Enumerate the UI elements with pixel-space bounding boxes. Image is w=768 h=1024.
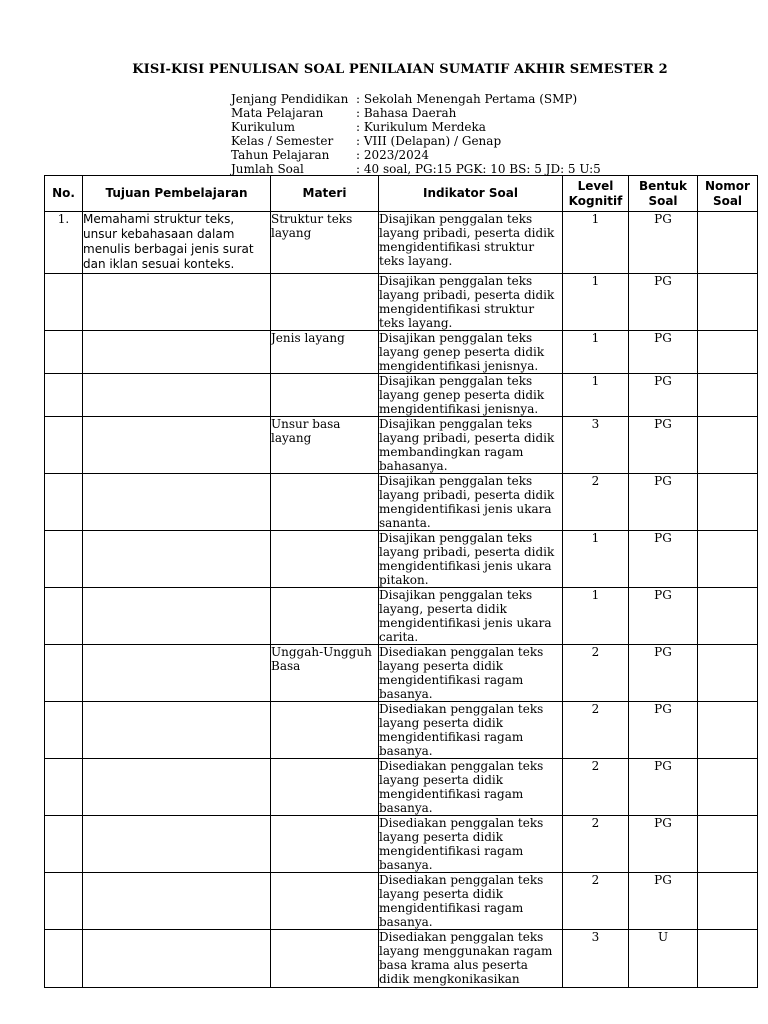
cell-no (45, 274, 83, 331)
table-row (45, 816, 758, 873)
header-nomor: Nomor Soal (698, 176, 758, 212)
table-row (45, 588, 758, 645)
cell-nomor (698, 417, 758, 474)
cell-bentuk: U (629, 930, 698, 988)
info-row (231, 120, 601, 134)
cell-level: 2 (563, 474, 629, 531)
table-row (45, 212, 758, 274)
cell-materi: Unggah-Ungguh Basa (271, 645, 379, 702)
header-bentuk: Bentuk Soal (629, 176, 698, 212)
cell-tujuan (83, 588, 271, 645)
cell-tujuan (83, 417, 271, 474)
info-row (231, 92, 601, 106)
header-no: No. (45, 176, 83, 212)
table-row (45, 331, 758, 374)
cell-tujuan (83, 702, 271, 759)
info-row (231, 106, 601, 120)
cell-bentuk: PG (629, 331, 698, 374)
cell-level: 2 (563, 759, 629, 816)
cell-indikator: Disajikan penggalan teks layang pribadi, peserta didik mengidentifikasi struktur teks layang. (379, 212, 563, 274)
cell-no (45, 759, 83, 816)
cell-indikator: Disajikan penggalan teks layang pribadi, peserta didik mengidentifikasi struktur teks layang. (379, 274, 563, 331)
cell-no (45, 873, 83, 930)
cell-nomor (698, 702, 758, 759)
cell-bentuk: PG (629, 702, 698, 759)
cell-level: 1 (563, 331, 629, 374)
cell-indikator: Disajikan penggalan teks layang genep peserta didik mengidentifikasi jenisnya. (379, 374, 563, 417)
cell-materi (271, 702, 379, 759)
cell-tujuan (83, 474, 271, 531)
cell-bentuk: PG (629, 417, 698, 474)
cell-tujuan (83, 645, 271, 702)
info-label: Mata Pelajaran (231, 106, 324, 120)
info-label: Kurikulum (231, 120, 295, 134)
cell-materi: Struktur teks layang (271, 212, 379, 274)
table-row (45, 645, 758, 702)
cell-bentuk: PG (629, 474, 698, 531)
cell-no (45, 588, 83, 645)
info-value: : Kurikulum Merdeka (356, 120, 486, 134)
info-value: : 2023/2024 (356, 148, 429, 162)
cell-indikator: Disajikan penggalan teks layang genep peserta didik mengidentifikasi jenisnya. (379, 331, 563, 374)
header-materi: Materi (271, 176, 379, 212)
cell-indikator: Disajikan penggalan teks layang, peserta didik mengidentifikasi jenis ukara carita. (379, 588, 563, 645)
cell-tujuan (83, 759, 271, 816)
cell-indikator: Disediakan penggalan teks layang menggunakan ragam basa krama alus peserta didik mengkonikasikan (379, 930, 563, 988)
cell-indikator: Disajikan penggalan teks layang pribadi, peserta didik mengidentifikasi jenis ukara pitakon. (379, 531, 563, 588)
cell-no (45, 331, 83, 374)
cell-level: 1 (563, 531, 629, 588)
cell-no (45, 474, 83, 531)
cell-nomor (698, 816, 758, 873)
info-value: : Bahasa Daerah (356, 106, 457, 120)
cell-materi: Unsur basa layang (271, 417, 379, 474)
header-tujuan: Tujuan Pembelajaran (83, 176, 271, 212)
cell-nomor (698, 474, 758, 531)
cell-level: 1 (563, 374, 629, 417)
cell-level: 2 (563, 816, 629, 873)
cell-materi (271, 873, 379, 930)
info-label: Jumlah Soal (231, 162, 304, 176)
cell-tujuan: Memahami struktur teks, unsur kebahasaan dalam menulis berbagai jenis surat dan iklan sesuai konteks. (83, 212, 271, 274)
cell-bentuk: PG (629, 759, 698, 816)
cell-bentuk: PG (629, 816, 698, 873)
cell-materi: Jenis layang (271, 331, 379, 374)
cell-materi (271, 588, 379, 645)
cell-materi (271, 759, 379, 816)
cell-bentuk: PG (629, 274, 698, 331)
cell-level: 1 (563, 274, 629, 331)
table-row (45, 474, 758, 531)
kisi-kisi-table (44, 175, 758, 988)
cell-no: 1. (45, 212, 83, 274)
info-label: Jenjang Pendidikan (231, 92, 349, 106)
info-value: : Sekolah Menengah Pertama (SMP) (356, 92, 578, 106)
table-row (45, 759, 758, 816)
cell-tujuan (83, 331, 271, 374)
table-row (45, 374, 758, 417)
cell-no (45, 417, 83, 474)
table-row (45, 274, 758, 331)
cell-materi (271, 531, 379, 588)
cell-bentuk: PG (629, 645, 698, 702)
cell-tujuan (83, 274, 271, 331)
cell-indikator: Disediakan penggalan teks layang peserta didik mengidentifikasi ragam basanya. (379, 816, 563, 873)
cell-bentuk: PG (629, 212, 698, 274)
cell-nomor (698, 930, 758, 988)
cell-nomor (698, 759, 758, 816)
cell-indikator: Disediakan penggalan teks layang peserta didik mengidentifikasi ragam basanya. (379, 702, 563, 759)
header-indikator: Indikator Soal (379, 176, 563, 212)
cell-level: 2 (563, 645, 629, 702)
info-row (231, 162, 601, 176)
cell-no (45, 374, 83, 417)
cell-tujuan (83, 873, 271, 930)
cell-nomor (698, 274, 758, 331)
cell-indikator: Disajikan penggalan teks layang pribadi, peserta didik mengidentifikasi jenis ukara sananta. (379, 474, 563, 531)
table-row (45, 702, 758, 759)
cell-nomor (698, 645, 758, 702)
cell-nomor (698, 331, 758, 374)
cell-nomor (698, 374, 758, 417)
cell-indikator: Disediakan penggalan teks layang peserta didik mengidentifikasi ragam basanya. (379, 873, 563, 930)
table-header-row (45, 176, 758, 212)
cell-level: 3 (563, 930, 629, 988)
table-row (45, 417, 758, 474)
cell-tujuan (83, 816, 271, 873)
cell-no (45, 930, 83, 988)
info-value: : 40 soal, PG:15 PGK: 10 BS: 5 JD: 5 U:5 (356, 162, 601, 176)
cell-no (45, 531, 83, 588)
cell-indikator: Disajikan penggalan teks layang pribadi, peserta didik membandingkan ragam bahasanya. (379, 417, 563, 474)
info-row (231, 148, 601, 162)
cell-tujuan (83, 930, 271, 988)
cell-level: 2 (563, 873, 629, 930)
cell-materi (271, 474, 379, 531)
cell-bentuk: PG (629, 588, 698, 645)
table-row (45, 531, 758, 588)
cell-tujuan (83, 531, 271, 588)
cell-nomor (698, 873, 758, 930)
header-level: Level Kognitif (563, 176, 629, 212)
info-value: : VIII (Delapan) / Genap (356, 134, 502, 148)
table-row (45, 873, 758, 930)
cell-level: 2 (563, 702, 629, 759)
document-title: KISI-KISI PENULISAN SOAL PENILAIAN SUMATIF AKHIR SEMESTER 2 (132, 62, 668, 77)
cell-materi (271, 930, 379, 988)
cell-bentuk: PG (629, 531, 698, 588)
cell-level: 3 (563, 417, 629, 474)
cell-level: 1 (563, 212, 629, 274)
cell-indikator: Disediakan penggalan teks layang peserta didik mengidentifikasi ragam basanya. (379, 645, 563, 702)
document-info (231, 92, 601, 176)
cell-nomor (698, 212, 758, 274)
cell-materi (271, 274, 379, 331)
info-label: Kelas / Semester (231, 134, 334, 148)
info-row (231, 134, 601, 148)
table-row (45, 930, 758, 988)
cell-materi (271, 374, 379, 417)
info-label: Tahun Pelajaran (231, 148, 330, 162)
cell-nomor (698, 588, 758, 645)
cell-tujuan (83, 374, 271, 417)
cell-no (45, 645, 83, 702)
cell-level: 1 (563, 588, 629, 645)
cell-nomor (698, 531, 758, 588)
cell-materi (271, 816, 379, 873)
cell-indikator: Disediakan penggalan teks layang peserta didik mengidentifikasi ragam basanya. (379, 759, 563, 816)
cell-bentuk: PG (629, 374, 698, 417)
cell-no (45, 702, 83, 759)
cell-bentuk: PG (629, 873, 698, 930)
cell-no (45, 816, 83, 873)
